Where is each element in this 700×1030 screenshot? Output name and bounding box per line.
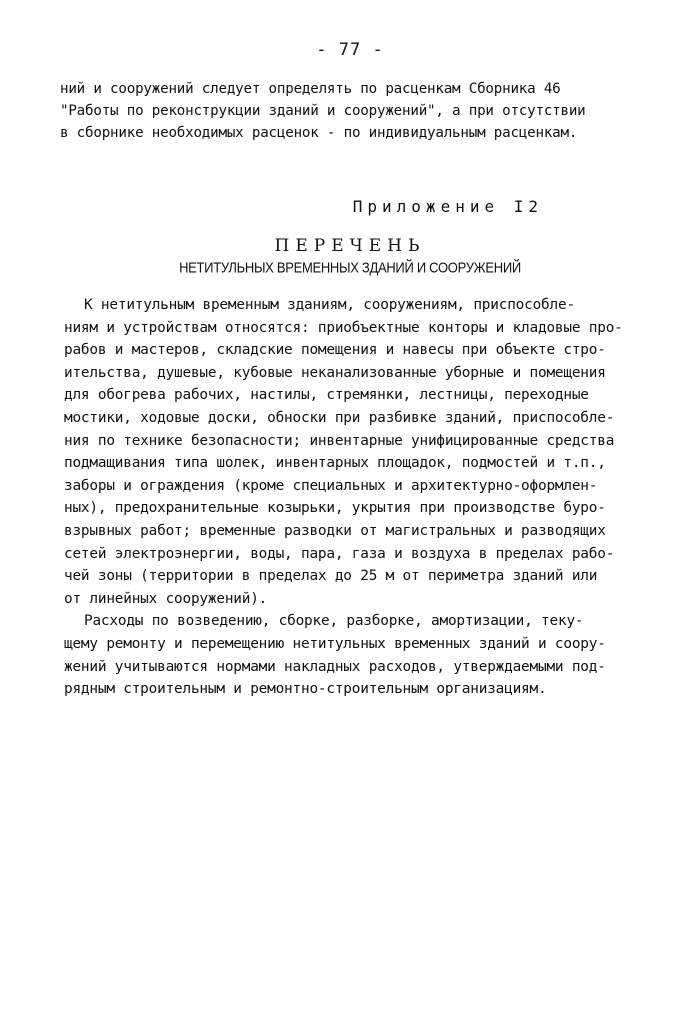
text-line: в сборнике необходимых расценок - по индивидуальным расценкам. xyxy=(60,125,578,141)
text-line: ний и сооружений следует определять по расценкам Сборника 46 xyxy=(60,81,561,97)
paragraph-line: К нетитульным временным зданиям, сооружениям, приспособле- xyxy=(84,297,575,313)
paragraph-line: чей зоны (территории в пределах до 25 м от периметра зданий или xyxy=(64,568,598,585)
body-text xyxy=(64,294,624,701)
paragraph-line: Расходы по возведению, сборке, разборке, амортизации, теку- xyxy=(84,613,584,630)
paragraph-line: рядным строительным и ремонтно-строительным организациям. xyxy=(64,681,547,698)
paragraph-line: подмащивания типа шолек, инвентарных площадок, подмостей и т.п., xyxy=(64,455,606,472)
paragraph-line: от линейных сооружений). xyxy=(64,590,268,607)
paragraph-line: для обогрева рабочих, настилы, стремянки, лестницы, переходные xyxy=(64,387,589,404)
page-number: - 77 - xyxy=(316,40,384,60)
paragraph-line: ния по технике безопасности; инвентарные унифицированные средства xyxy=(64,432,615,449)
paragraph-line: заборы и ограждения (кроме специальных и архитектурно-оформлен- xyxy=(64,477,598,494)
text-line: "Работы по реконструкции зданий и сооружений", а при отсутствии xyxy=(60,103,586,119)
section-subtitle: НЕТИТУЛЬНЫХ ВРЕМЕННЫХ ЗДАНИЙ И СООРУЖЕНИЙ xyxy=(179,258,521,277)
paragraph-line: ительства, душевые, кубовые неканализованные уборные и помещения xyxy=(64,364,606,381)
paragraph-line: ниям и устройствам относятся: приобъектные конторы и кладовые про- xyxy=(64,319,623,336)
paragraph-line: взрывных работ; временные разводки от магистральных и разводящих xyxy=(64,522,606,539)
paragraph-line: жений учитываются нормами накладных расходов, утверждаемыми под- xyxy=(64,658,606,675)
paragraph-line: рабов и мастеров, складские помещения и навесы при объекте стро- xyxy=(64,342,606,359)
section-title: ПЕРЕЧЕНЬ xyxy=(274,236,426,256)
paragraph-line: щему ремонту и перемещению нетитульных временных зданий и соору- xyxy=(64,635,606,652)
paragraph-line: ных), предохранительные козырьки, укрытия при производстве буро- xyxy=(64,500,606,517)
paragraph-line: сетей электроэнергии, воды, пара, газа и воздуха в пределах рабо- xyxy=(64,545,615,562)
continuation-text xyxy=(60,78,620,144)
appendix-label: Приложение I2 xyxy=(352,197,543,216)
paragraph-line: мостики, ходовые доски, обноски при разбивке зданий, приспособле- xyxy=(64,409,615,426)
